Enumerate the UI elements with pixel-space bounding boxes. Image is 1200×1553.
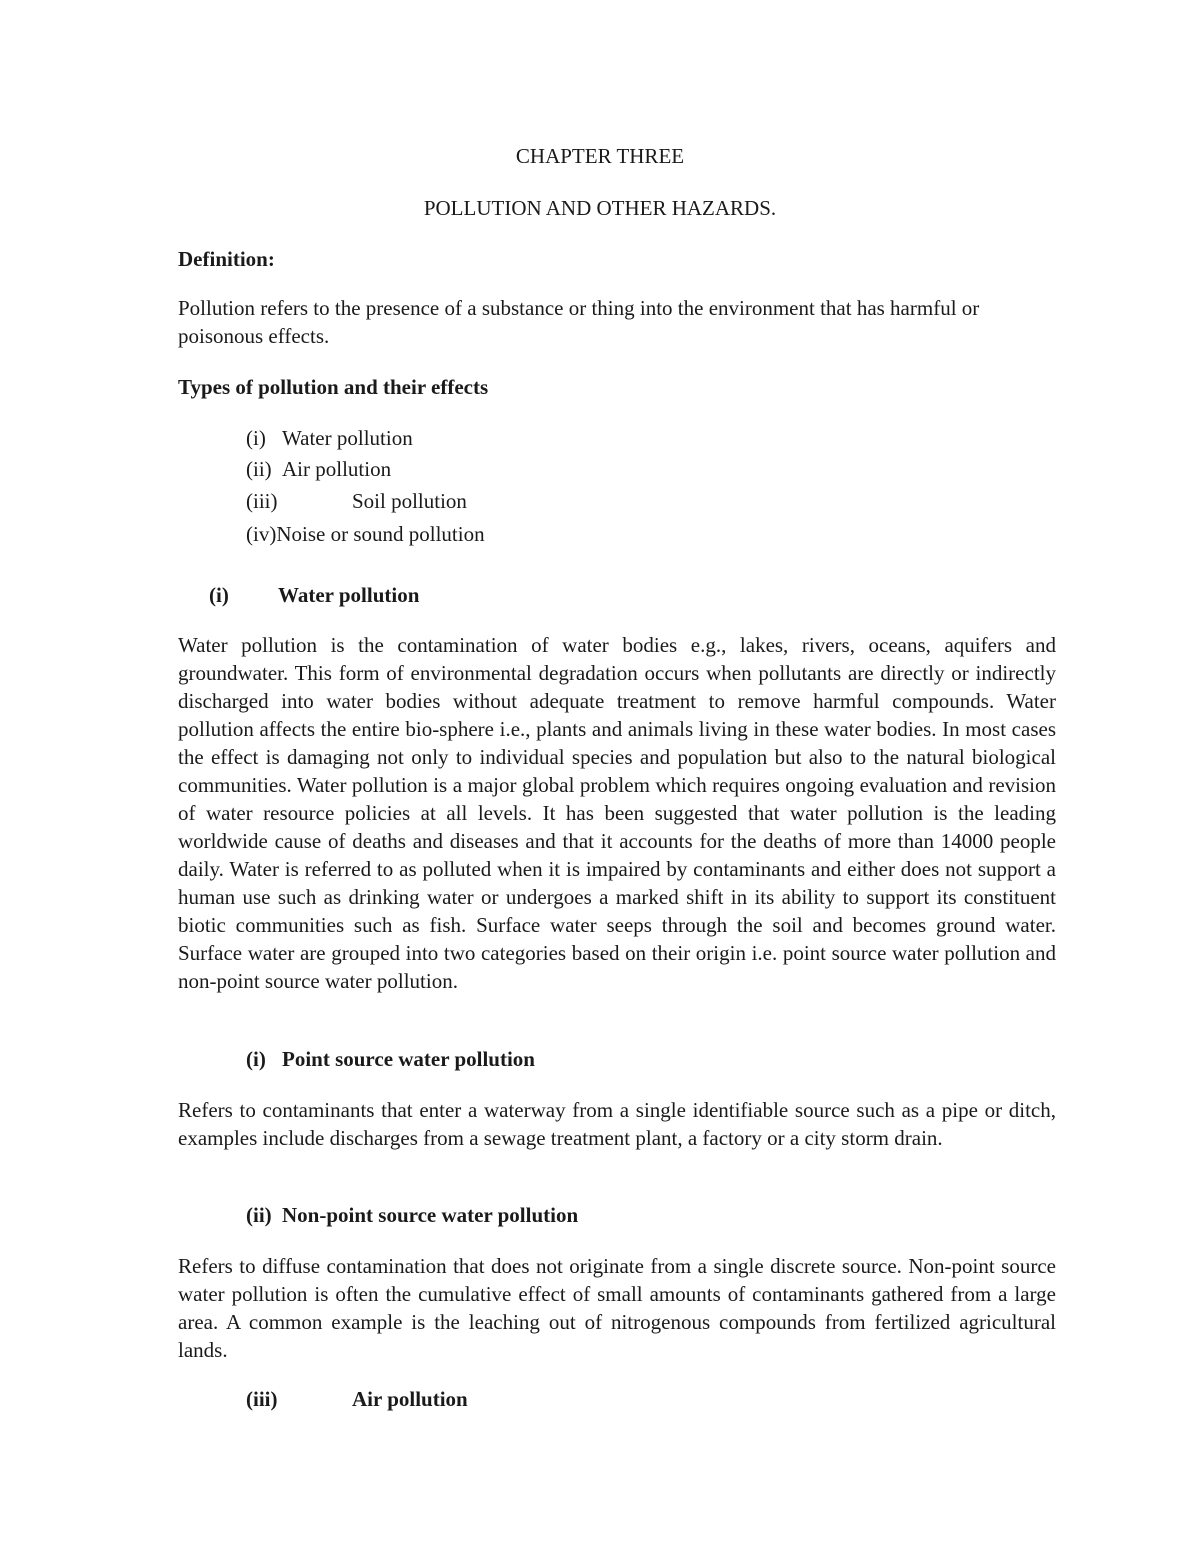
non-point-source-paragraph: Refers to diffuse contamination that does not originate from a single discrete source. Non-point source water pollution is often the cumulative effect of small amounts of contaminants gathered from a large area. A common example is the leaching out of nitrogenous compounds from fertilized agricultural lands. bbox=[178, 1254, 1056, 1362]
list-item bbox=[246, 487, 467, 515]
section-heading-air bbox=[246, 1385, 468, 1413]
definition-text bbox=[178, 294, 1056, 350]
list-item-label: Soil pollution bbox=[352, 489, 467, 513]
types-heading: Types of pollution and their effects bbox=[178, 375, 489, 399]
list-item-label: Water pollution bbox=[282, 426, 413, 450]
section-number: (ii) bbox=[246, 1203, 272, 1227]
section-title: Point source water pollution bbox=[282, 1047, 535, 1071]
list-item-number: (ii) bbox=[246, 457, 272, 481]
list-item-label: Noise or sound pollution bbox=[276, 522, 485, 546]
section-title: Air pollution bbox=[352, 1387, 468, 1411]
list-item-label: Air pollution bbox=[282, 457, 392, 481]
chapter-title: CHAPTER THREE bbox=[515, 144, 685, 168]
section-title: Non-point source water pollution bbox=[282, 1203, 579, 1227]
water-paragraph: Water pollution is the contamination of water bodies e.g., lakes, rivers, oceans, aquifers and groundwater. This form of environmental degradation occurs when pollutants are directly or indirectly discharged into water bodies without adequate treatment to remove harmful compounds. Water pollution affects the entire bio-sphere i.e., plants and animals living in these water bodies. In most cases the effect is damaging not only to individual species and population but also to the natural biological communities. Water pollution is a major global problem which requires ongoing evaluation and revision of water resource policies at all levels. It has been suggested that water pollution is the leading worldwide cause of deaths and diseases and that it accounts for the deaths of more than 14000 people daily. Water is referred to as polluted when it is impaired by contaminants and either does not support a human use such as drinking water or undergoes a marked shift in its ability to support its constituent biotic communities such as fish. Surface water seeps through the soil and becomes ground water. Surface water are grouped into two categories based on their origin i.e. point source water pollution and non-point source water pollution. bbox=[178, 633, 1056, 993]
section-heading-water bbox=[209, 581, 419, 609]
non-point-source-text bbox=[178, 1252, 1056, 1364]
chapter-subtitle: POLLUTION AND OTHER HAZARDS. bbox=[423, 196, 777, 220]
section-number: (iii) bbox=[246, 1387, 278, 1411]
section-title: Water pollution bbox=[278, 583, 420, 607]
section-heading-non-point-source bbox=[246, 1201, 578, 1229]
definition-paragraph: Pollution refers to the presence of a substance or thing into the environment that has harmful or poisonous effects. bbox=[178, 296, 980, 348]
list-item bbox=[246, 520, 485, 548]
list-item-number: (iii) bbox=[246, 489, 278, 513]
section-heading-point-source bbox=[246, 1045, 535, 1073]
point-source-paragraph: Refers to contaminants that enter a waterway from a single identifiable source such as a pipe or ditch, examples include discharges from a sewage treatment plant, a factory or a city storm drain. bbox=[178, 1098, 1056, 1150]
list-item bbox=[246, 455, 391, 483]
list-item-number: (iv) bbox=[246, 522, 277, 546]
section-number: (i) bbox=[209, 583, 229, 607]
list-item bbox=[246, 424, 413, 452]
water-pollution-text bbox=[178, 631, 1056, 995]
list-item-number: (i) bbox=[246, 426, 266, 450]
definition-label: Definition: bbox=[178, 247, 275, 271]
point-source-text bbox=[178, 1096, 1056, 1152]
section-number: (i) bbox=[246, 1047, 266, 1071]
